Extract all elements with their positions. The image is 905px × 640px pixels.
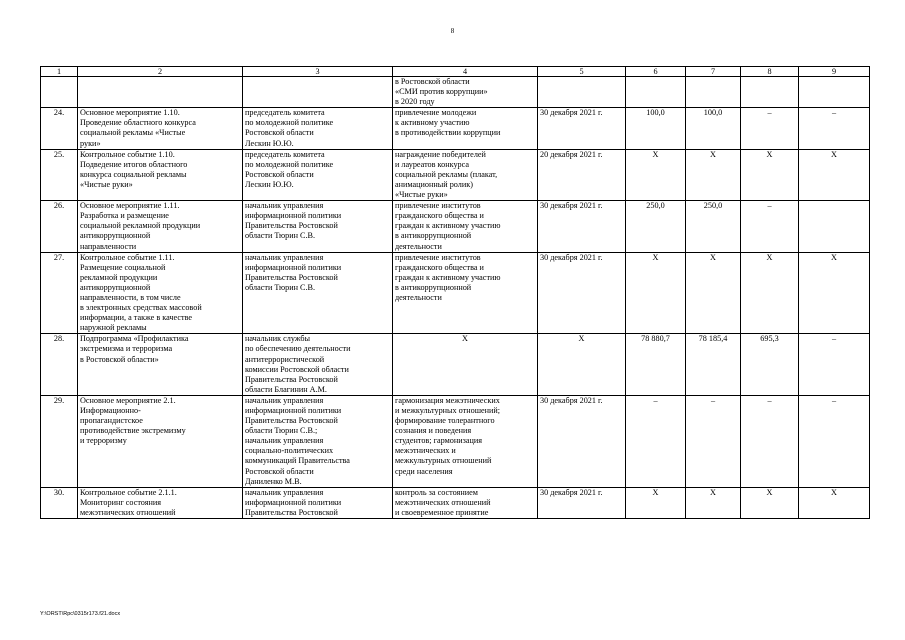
- row-number-cell: 26.: [41, 201, 78, 252]
- table-row: [41, 252, 870, 334]
- row-number-cell: 30.: [41, 487, 78, 518]
- amount-col9-cell: X: [799, 487, 870, 518]
- measure-name-cell: Подпрограмма «Профилактика экстремизма и терроризма в Ростовской области»: [78, 334, 243, 396]
- amount-col6-cell: [626, 77, 686, 108]
- table-row: [41, 334, 870, 396]
- responsible-person-cell: председатель комитета по молодежной политике Ростовской области Лескин Ю.Ю.: [243, 108, 393, 149]
- measure-name-cell: Контрольное событие 1.11. Размещение социальной рекламной продукции антикоррупционной направленности, в том числе в электронных средствах массовой информации, а также в качестве наружной рекламы: [78, 252, 243, 334]
- measure-name-cell: Основное мероприятие 2.1. Информационно- пропагандистское противодействие экстремизму и терроризму: [78, 395, 243, 487]
- expected-result-cell: привлечение институтов гражданского общества и граждан к активному участию в антикоррупционной деятельности: [393, 252, 538, 334]
- expected-result-cell: контроль за состоянием межэтнических отношений и своевременное принятие: [393, 487, 538, 518]
- column-header: 5: [538, 67, 626, 77]
- amount-col6-cell: –: [626, 395, 686, 487]
- amount-col8-cell: –: [741, 201, 799, 252]
- expected-result-cell: привлечение молодежи к активному участию в противодействии коррупции: [393, 108, 538, 149]
- measure-name-cell: Основное мероприятие 1.10. Проведение областного конкурса социальной рекламы «Чистые руки»: [78, 108, 243, 149]
- amount-col7-cell: [686, 77, 741, 108]
- amount-col7-cell: X: [686, 487, 741, 518]
- amount-col8-cell: 695,3: [741, 334, 799, 396]
- measure-name-cell: Основное мероприятие 1.11. Разработка и размещение социальной рекламной продукции антикоррупционной направленности: [78, 201, 243, 252]
- row-number-cell: 29.: [41, 395, 78, 487]
- table-row: [41, 201, 870, 252]
- responsible-person-cell: начальник управления информационной политики Правительства Ростовской: [243, 487, 393, 518]
- deadline-cell: [538, 77, 626, 108]
- row-number-cell: 24.: [41, 108, 78, 149]
- expected-result-cell: X: [393, 334, 538, 396]
- row-number-cell: 25.: [41, 149, 78, 200]
- amount-col8-cell: X: [741, 149, 799, 200]
- amount-col6-cell: 100,0: [626, 108, 686, 149]
- column-header: 1: [41, 67, 78, 77]
- deadline-cell: 30 декабря 2021 г.: [538, 487, 626, 518]
- page-number: 8: [450, 27, 455, 35]
- amount-col8-cell: X: [741, 252, 799, 334]
- amount-col9-cell: X: [799, 149, 870, 200]
- amount-col6-cell: 250,0: [626, 201, 686, 252]
- amount-col9-cell: –: [799, 334, 870, 396]
- row-number-cell: [41, 77, 78, 108]
- amount-col8-cell: –: [741, 395, 799, 487]
- amount-col7-cell: –: [686, 395, 741, 487]
- deadline-cell: 30 декабря 2021 г.: [538, 395, 626, 487]
- row-number-cell: 28.: [41, 334, 78, 396]
- table-row: [41, 108, 870, 149]
- table-row: [41, 149, 870, 200]
- amount-col9-cell: –: [799, 108, 870, 149]
- table-row: [41, 77, 870, 108]
- row-number-cell: 27.: [41, 252, 78, 334]
- amount-col8-cell: X: [741, 487, 799, 518]
- responsible-person-cell: председатель комитета по молодежной политике Ростовской области Лескин Ю.Ю.: [243, 149, 393, 200]
- deadline-cell: 30 декабря 2021 г.: [538, 252, 626, 334]
- expected-result-cell: привлечение институтов гражданского общества и граждан к активному участию в антикоррупционной деятельности: [393, 201, 538, 252]
- amount-col9-cell: [799, 77, 870, 108]
- measure-name-cell: [78, 77, 243, 108]
- column-number-row: [41, 67, 870, 77]
- amount-col7-cell: 78 185,4: [686, 334, 741, 396]
- expected-result-cell: в Ростовской области «СМИ против коррупции» в 2020 году: [393, 77, 538, 108]
- responsible-person-cell: начальник управления информационной политики Правительства Ростовской области Тюрин С.В.; начальник управления социально-политических коммуникаций Правительства Ростовской области Даниленко М.В.: [243, 395, 393, 487]
- table-row: [41, 395, 870, 487]
- amount-col9-cell: –: [799, 395, 870, 487]
- amount-col7-cell: 100,0: [686, 108, 741, 149]
- deadline-cell: 30 декабря 2021 г.: [538, 108, 626, 149]
- responsible-person-cell: [243, 77, 393, 108]
- amount-col8-cell: [741, 77, 799, 108]
- expected-result-cell: гармонизация межэтнических и межкультурных отношений; формирование толерантного сознания и поведения студентов; гармонизация межэтнических и межкультурных отношений среди населения: [393, 395, 538, 487]
- expected-result-cell: награждение победителей и лауреатов конкурса социальной рекламы (плакат, анимационный ролик) «Чистые руки»: [393, 149, 538, 200]
- amount-col6-cell: 78 880,7: [626, 334, 686, 396]
- measure-name-cell: Контрольное событие 2.1.1. Мониторинг состояния межэтнических отношений: [78, 487, 243, 518]
- amount-col9-cell: [799, 201, 870, 252]
- deadline-cell: 20 декабря 2021 г.: [538, 149, 626, 200]
- amount-col6-cell: X: [626, 252, 686, 334]
- column-header: 8: [741, 67, 799, 77]
- amount-col8-cell: –: [741, 108, 799, 149]
- responsible-person-cell: начальник управления информационной политики Правительства Ростовской области Тюрин С.В.: [243, 201, 393, 252]
- deadline-cell: X: [538, 334, 626, 396]
- amount-col7-cell: X: [686, 252, 741, 334]
- column-header: 9: [799, 67, 870, 77]
- column-header: 7: [686, 67, 741, 77]
- file-path-footer: Y:\ORST\Rpc\0315r173.f21.docx: [40, 611, 121, 617]
- column-header: 6: [626, 67, 686, 77]
- amount-col6-cell: X: [626, 149, 686, 200]
- column-header: 3: [243, 67, 393, 77]
- measure-name-cell: Контрольное событие 1.10. Подведение итогов областного конкурса социальной рекламы «Чистые руки»: [78, 149, 243, 200]
- amount-col7-cell: 250,0: [686, 201, 741, 252]
- amount-col6-cell: X: [626, 487, 686, 518]
- table-row: [41, 487, 870, 518]
- amount-col7-cell: X: [686, 149, 741, 200]
- measures-table: [40, 66, 870, 519]
- responsible-person-cell: начальник управления информационной политики Правительства Ростовской области Тюрин С.В.: [243, 252, 393, 334]
- deadline-cell: 30 декабря 2021 г.: [538, 201, 626, 252]
- column-header: 4: [393, 67, 538, 77]
- responsible-person-cell: начальник службы по обеспечению деятельности антитеррористической комиссии Ростовской области Правительства Ростовской области Благинин А.М.: [243, 334, 393, 396]
- column-header: 2: [78, 67, 243, 77]
- amount-col9-cell: X: [799, 252, 870, 334]
